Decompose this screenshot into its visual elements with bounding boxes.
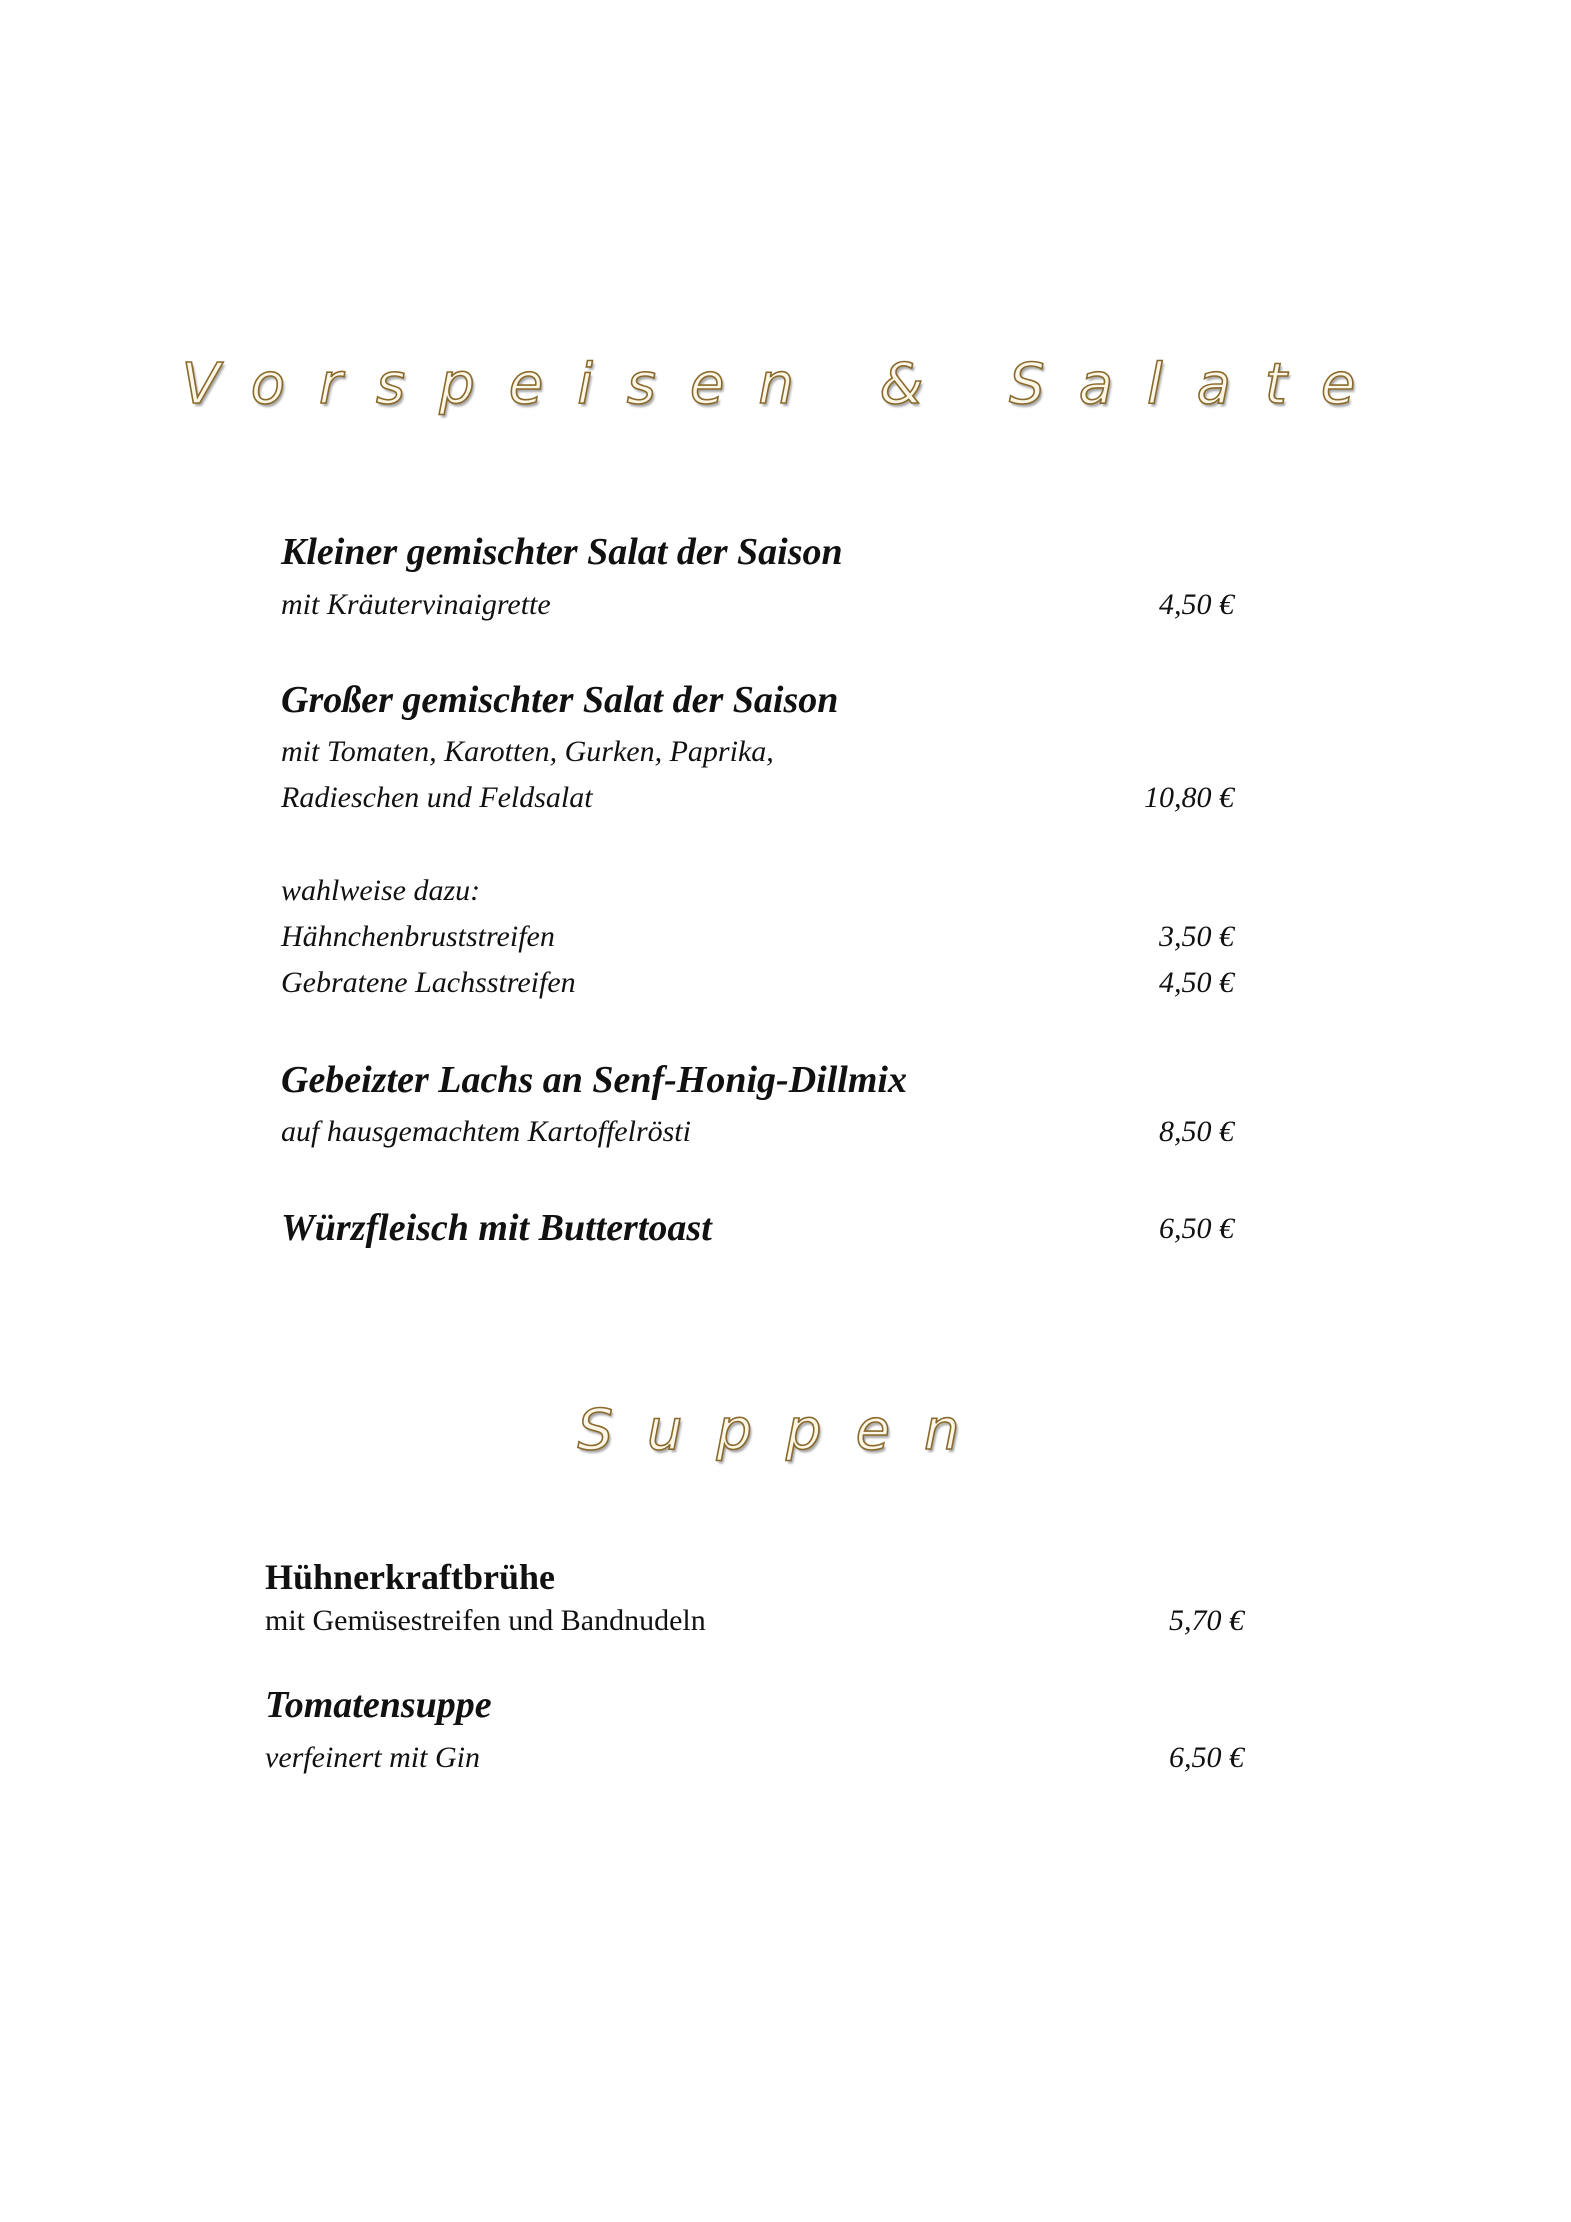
dish-name-kleiner-salat: Kleiner gemischter Salat der Saison: [281, 531, 843, 573]
extra-price-haehnchen: 3,50 €: [1159, 920, 1234, 953]
dish-price-kleiner-salat: 4,50 €: [1159, 588, 1234, 621]
extra-lachs: Gebratene Lachsstreifen: [281, 966, 576, 999]
extras-label: wahlweise dazu:: [281, 874, 481, 907]
dish-name-gebeizter-lachs: Gebeizter Lachs an Senf-Honig-Dillmix: [281, 1059, 907, 1101]
dish-price-gebeizter-lachs: 8,50 €: [1159, 1115, 1234, 1148]
dish-desc-huehnerkraftbruehe: mit Gemüsestreifen und Bandnudeln: [265, 1604, 706, 1637]
dish-name-wuerzfleisch: Würzfleisch mit Buttertoast: [281, 1207, 712, 1249]
dish-price-grosser-salat: 10,80 €: [1144, 781, 1234, 814]
dish-name-huehnerkraftbruehe: Hühnerkraftbrühe: [265, 1557, 556, 1597]
dish-desc-gebeizter-lachs: auf hausgemachtem Kartoffelrösti: [281, 1115, 691, 1148]
dish-desc-grosser-salat-1: mit Tomaten, Karotten, Gurken, Paprika,: [281, 735, 774, 768]
dish-price-wuerzfleisch: 6,50 €: [1159, 1212, 1234, 1245]
dish-price-tomatensuppe: 6,50 €: [1169, 1741, 1244, 1774]
section-title-suppen: Suppen: [577, 1398, 994, 1463]
extra-price-lachs: 4,50 €: [1159, 966, 1234, 999]
extra-haehnchen: Hähnchenbruststreifen: [281, 920, 555, 953]
dish-name-tomatensuppe: Tomatensuppe: [265, 1684, 492, 1726]
dish-price-huehnerkraftbruehe: 5,70 €: [1169, 1604, 1244, 1637]
dish-desc-grosser-salat-2: Radieschen und Feldsalat: [281, 781, 593, 814]
dish-desc-tomatensuppe: verfeinert mit Gin: [265, 1741, 480, 1774]
section-title-vorspeisen: Vorspeisen & Salate: [181, 352, 1390, 417]
dish-desc-kleiner-salat: mit Kräutervinaigrette: [281, 588, 551, 621]
dish-name-grosser-salat: Großer gemischter Salat der Saison: [281, 679, 839, 721]
